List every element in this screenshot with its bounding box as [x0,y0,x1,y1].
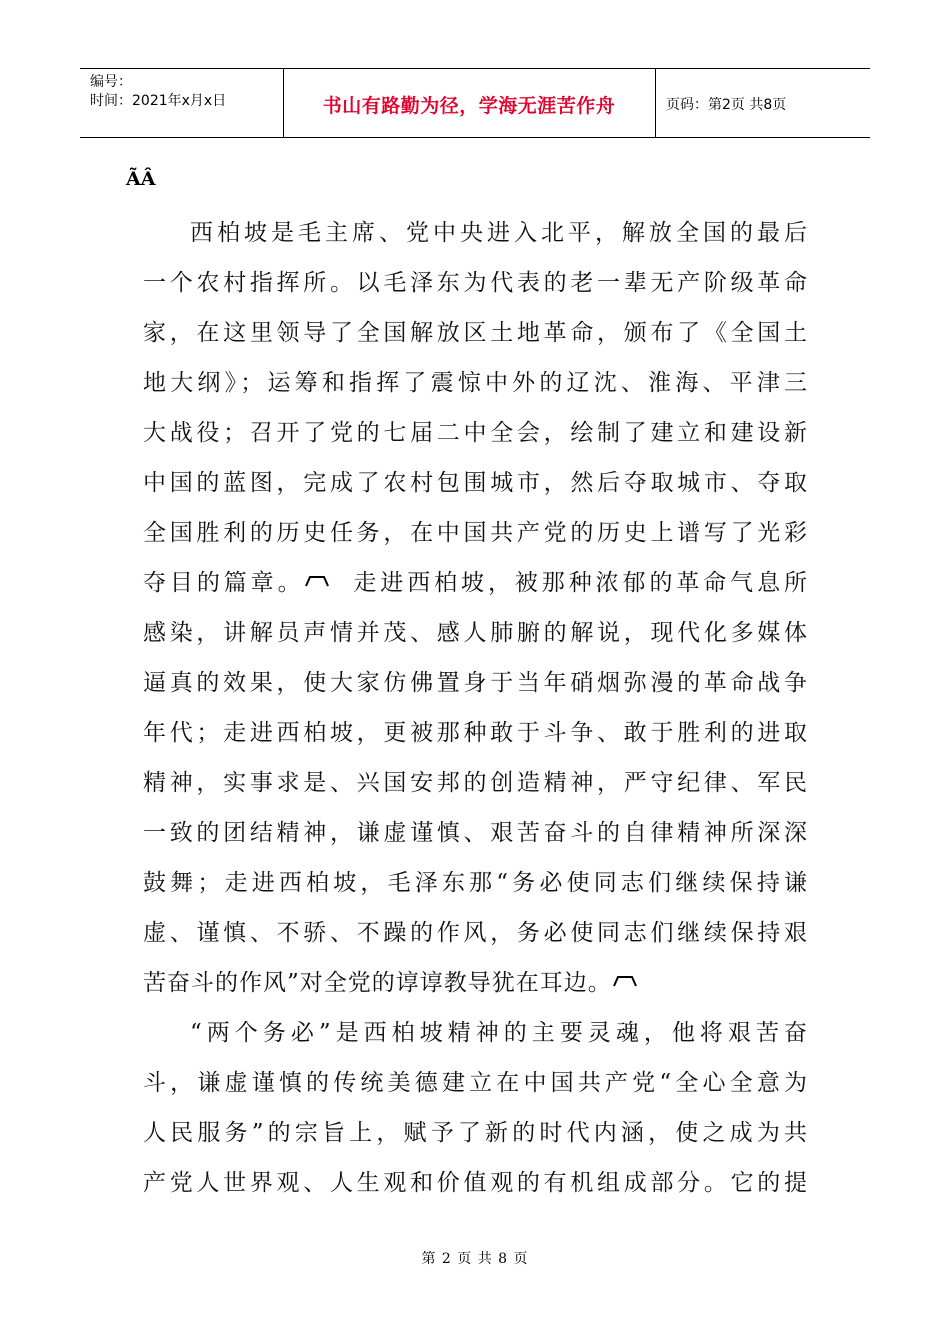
text-line: 西柏坡是毛主席、党中央进入北平，解放全国的最后 [190,220,808,246]
page-footer: 第 2 页 共 8 页 [421,1251,529,1267]
text-line: 中国的蓝图，完成了农村包围城市，然后夺取城市、夺取 [143,470,808,496]
break-mark-icon [304,578,330,590]
document-header [80,68,870,138]
text-line: 鼓舞；走进西柏坡，毛泽东那“务必使同志们继续保持谦 [143,870,808,896]
text-line: “两个务必”是西柏坡精神的主要灵魂，他将艰苦奋 [190,1020,808,1046]
header-number: 编号： [90,74,132,90]
body-text [143,208,808,1208]
text-line: 人民服务”的宗旨上，赋予了新的时代内涵，使之成为共 [143,1120,808,1146]
text-line: 家，在这里领导了全国解放区土地革命，颁布了《全国土 [143,320,808,346]
text-fragment: 夺目的篇章。 [143,570,305,596]
header-motto: 书山有路勤为径，学海无涯苦作舟 [322,95,616,117]
text-line: 感染，讲解员声情并茂、感人肺腑的解说，现代化多媒体 [143,620,808,646]
break-mark-icon [612,978,638,990]
text-line: 一个农村指挥所。以毛泽东为代表的老一辈无产阶级革命 [143,270,808,296]
header-date: 时间：2021年x月x日 [90,93,227,109]
header-meta [90,73,226,111]
text-fragment: 苦奋斗的作风”对全党的谆谆教导犹在耳边。 [143,970,612,996]
stray-glyph: ÃÂ [126,168,156,190]
text-line: 年代；走进西柏坡，更被那种敢于斗争、敢于胜利的进取 [143,720,808,746]
header-divider [655,69,656,137]
text-line: 斗，谦虚谨慎的传统美德建立在中国共产党“全心全意为 [143,1070,808,1096]
text-line [143,958,808,1008]
text-line: 一致的团结精神，谦虚谨慎、艰苦奋斗的自律精神所深深 [143,820,808,846]
text-fragment: 走进西柏坡，被那种浓郁的革命气息所 [350,570,809,596]
text-line: 产党人世界观、人生观和价值观的有机组成部分。它的提 [143,1170,808,1196]
text-line: 全国胜利的历史任务，在中国共产党的历史上谱写了光彩 [143,520,808,546]
text-line: 虚、谨慎、不骄、不躁的作风，务必使同志们继续保持艰 [143,920,808,946]
text-line: 逼真的效果，使大家仿佛置身于当年硝烟弥漫的革命战争 [143,670,808,696]
text-line [143,558,808,608]
text-line: 精神，实事求是、兴国安邦的创造精神，严守纪律、军民 [143,770,808,796]
text-line: 地大纲》；运筹和指挥了震惊中外的辽沈、淮海、平津三 [143,370,808,396]
header-page-number: 页码：第2页 共8页 [666,97,787,113]
text-line: 大战役；召开了党的七届二中全会，绘制了建立和建设新 [143,420,808,446]
